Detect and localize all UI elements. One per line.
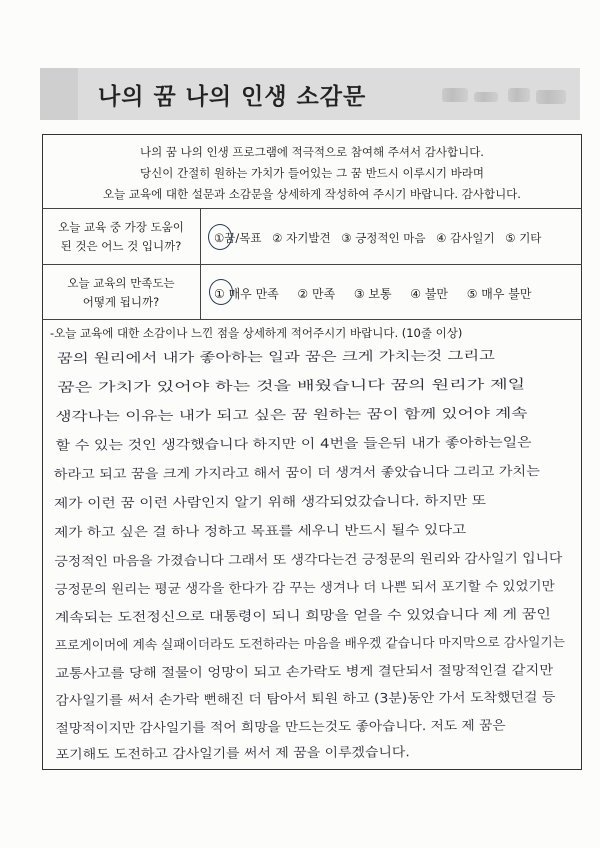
intro-line: 당신이 간절히 원하는 가치가 들어있는 그 꿈 반드시 이루시기 바라며 bbox=[140, 166, 484, 180]
handwriting-line: 하라고 되고 꿈을 크게 가지라고 해서 꿈이 더 생겨서 좋았습니다 그리고 가치는 bbox=[53, 464, 502, 483]
handwriting-line: 생각나는 이유는 내가 되고 싶은 꿈 원하는 꿈이 함께 있어야 계속 bbox=[55, 407, 424, 425]
intro-line: 오늘 교육에 대한 설문과 소감문을 상세하게 작성하여 주시기 바랍니다. 감사합니다. bbox=[103, 187, 521, 201]
handwriting-line: 꿈은 가치가 있어야 하는 것을 배웠습니다 꿈의 원리가 제일 bbox=[57, 378, 392, 396]
question2-option-very-dissatisfied[interactable]: ⑤ 매우 불만 bbox=[466, 287, 532, 301]
question1-option-self-discovery[interactable]: ② 자기발견 bbox=[272, 231, 331, 245]
handwriting-line: 꿈의 원리에서 내가 좋아하는 일과 꿈은 크게 가치는것 그리고 bbox=[56, 349, 405, 367]
handwriting-line: 교통사고를 당해 절물이 엉망이 되고 손가락도 병게 결단되서 절망적인걸 같지만 bbox=[55, 663, 507, 682]
handwriting-line: 절망적이지만 감사일기를 적어 희망을 만드는것도 좋아습니다. 저도 제 꿈은 bbox=[55, 718, 483, 737]
handwriting-line: 포기해도 도전하고 감사일기를 써서 제 꿈을 이루겠습니다. bbox=[55, 745, 387, 763]
handwriting-line: 제가 하고 싶은 걸 하나 정하고 목표를 세우니 반드시 될수 있다고 bbox=[54, 523, 423, 541]
handwriting-line: 계속되는 도전정신으로 대통령이 되니 희망을 얻을 수 있었습니다 제 게 꿈인 bbox=[54, 607, 486, 626]
handwriting-line: 감사일기를 써서 손가락 뻔해진 더 탐아서 퇴원 하고 (3분)동안 가서 도착했던걸 등 bbox=[55, 690, 522, 709]
handwriting-line: 프로게이머에 계속 실패이더라도 도전하라는 마음을 배우겠 같습니다 마지막으로 감사일기는 bbox=[54, 635, 578, 654]
question1-option-dream-goal[interactable]: ①꿈/목표 bbox=[214, 231, 262, 245]
question2-option-neutral[interactable]: ③ 보통 bbox=[353, 287, 392, 301]
handwriting-line: 제가 이런 꿈 이런 사람인지 알기 위해 생각되었갔습니다. 하지만 또 bbox=[53, 494, 435, 512]
page-title: 나의 꿈 나의 인생 소감문 bbox=[98, 84, 367, 110]
question2-label-line: 어떻게 됩니까? bbox=[82, 295, 160, 309]
question1-option-gratitude-diary[interactable]: ④ 감사일기 bbox=[436, 231, 495, 245]
question1-option-other[interactable]: ⑤ 기타 bbox=[505, 231, 542, 245]
question1-label-line: 오늘 교육 중 가장 도움이 bbox=[58, 220, 184, 234]
question2-option-dissatisfied[interactable]: ④ 불만 bbox=[410, 287, 449, 301]
intro-line: 나의 꿈 나의 인생 프로그램에 적극적으로 참여해 주셔서 감사합니다. bbox=[140, 145, 484, 159]
handwriting-line: 긍정문의 원리는 평균 생각을 한다가 감 꾸는 생겨나 더 나쁜 되서 포기할 수 있었기만 bbox=[54, 579, 536, 598]
question1-label-line: 된 것은 어느 것 입니까? bbox=[60, 239, 182, 253]
question2-option-very-satisfied[interactable]: ① 매우 만족 bbox=[214, 287, 279, 301]
question2-option-satisfied[interactable]: ② 만족 bbox=[297, 287, 336, 301]
handwriting-line: 긍정적인 마음을 가졌습니다 그래서 또 생각다는건 긍정문의 원리와 감사일기 입니다 bbox=[54, 551, 532, 570]
handwriting-line: 할 수 있는 것인 생각했습니다 하지만 이 4번을 들은뒤 내가 좋아하는일은 bbox=[55, 435, 470, 454]
question2-label-line: 오늘 교육의 만족도는 bbox=[67, 276, 175, 290]
essay-instruction: -오늘 교육에 대한 소감이나 느낀 점을 상세하게 적어주시기 바랍니다. (10줄 이상) bbox=[50, 326, 463, 340]
question1-option-positive-mind[interactable]: ③ 긍정적인 마음 bbox=[341, 231, 426, 245]
